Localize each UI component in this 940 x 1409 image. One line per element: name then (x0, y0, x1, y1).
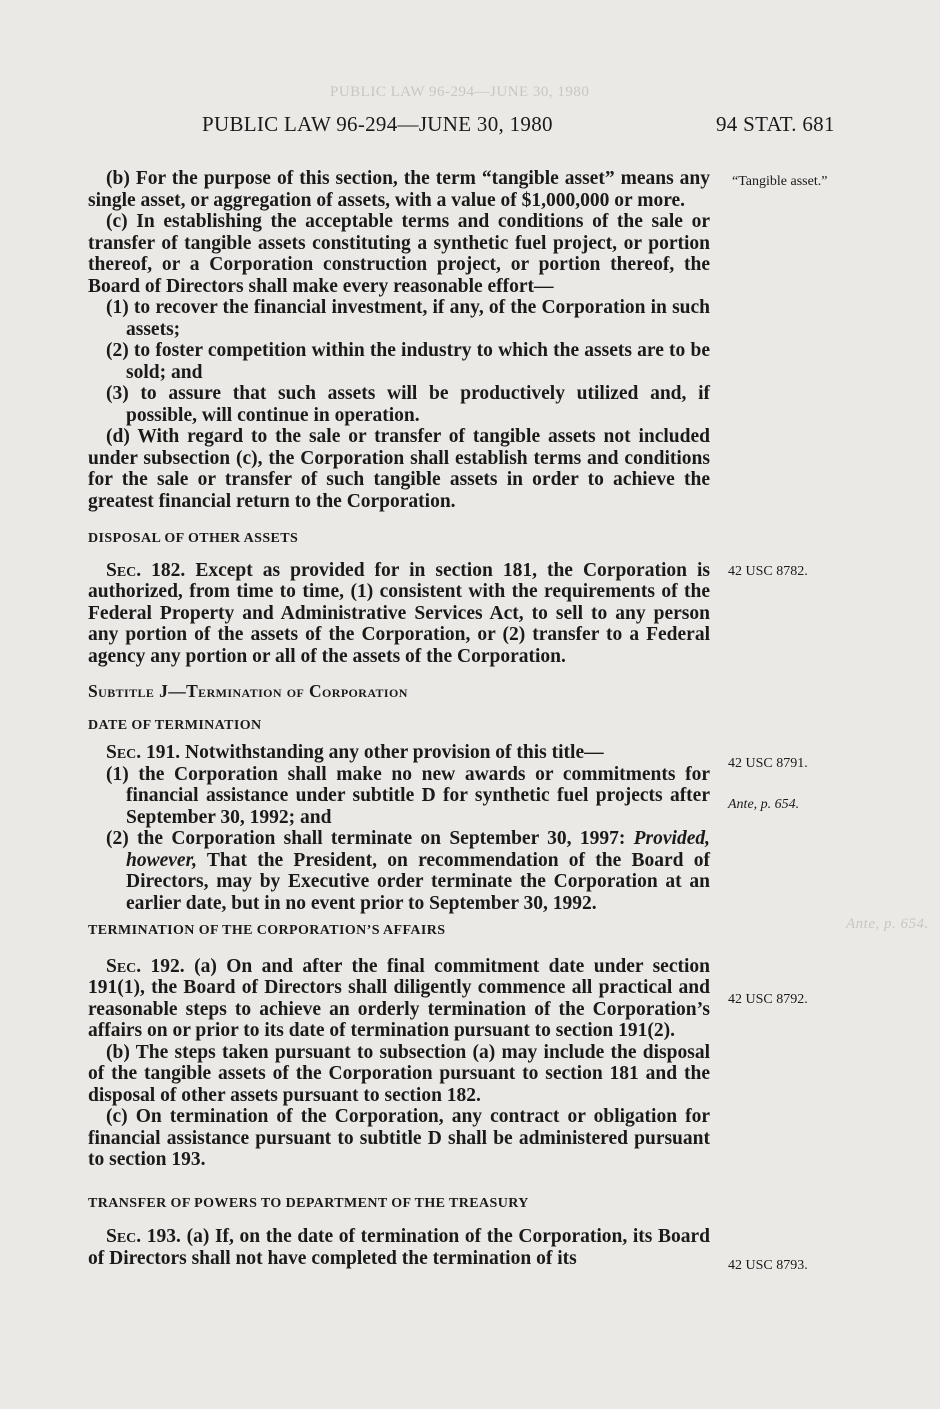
paragraph-192-c: (c) On termination of the Corporation, any contract or obligation for financial assistance pursuant to subtitle D shall be administered pursuant to section 193. (88, 1106, 710, 1170)
section-191 (88, 742, 710, 764)
paragraph-c-1: (1) to recover the financial investment, if any, of the Corporation in such assets; (106, 297, 710, 340)
text-column (88, 168, 710, 1269)
running-header: PUBLIC LAW 96-294—JUNE 30, 1980 (202, 112, 553, 136)
heading-date-of-termination: DATE OF TERMINATION (88, 717, 262, 733)
margin-note-tangible-asset: “Tangible asset.” (732, 174, 828, 189)
section-182-text: Except as provided for in section 181, the Corporation is authorized, from time to time, (1) consistent with the requirements of the Federal Property and Administrative Services Act, to sell to any person any portion of the assets of the Corporation, or (2) transfer to a Federal agency any portion or all of the assets of the Corporation. (88, 559, 710, 667)
heading-termination-of-affairs: TERMINATION OF THE CORPORATION’S AFFAIRS (88, 923, 446, 938)
margin-note-usc-8782: 42 USC 8782. (728, 564, 808, 579)
paragraph-191-2-text: (2) the Corporation shall terminate on September 30, 1997: (106, 828, 626, 849)
page-citation: 94 STAT. 681 (716, 112, 835, 136)
heading-disposal-of-other-assets: DISPOSAL OF OTHER ASSETS (88, 531, 299, 546)
proviso-italic: Provided, however, (126, 828, 710, 871)
section-191-label: Sec. 191. (106, 742, 181, 763)
subtitle-j-heading: Subtitle J—Termination of Corporation (88, 681, 408, 701)
section-192-label: Sec. 192. (106, 955, 185, 977)
heading-transfer-of-powers: TRANSFER OF POWERS TO DEPARTMENT OF THE TREASURY (88, 1195, 529, 1211)
section-191-text: Notwithstanding any other provision of this title— (185, 742, 604, 763)
paragraph-d: (d) With regard to the sale or transfer of tangible assets not included under subsection (c), the Corporation shall establish terms and conditions for the sale or transfer of such tangible assets in order to achieve the greatest financial return to the Corporation. (88, 426, 710, 512)
bleed-through-top: PUBLIC LAW 96-294—JUNE 30, 1980 (330, 84, 590, 100)
section-192 (88, 956, 710, 1042)
paragraph-191-1: (1) the Corporation shall make no new awards or commitments for financial assistance under subtitle D for synthetic fuel projects after September 30, 1992; and (106, 763, 710, 828)
section-193-text: (a) If, on the date of termination of the Corporation, its Board of Directors shall not have completed the termination of its (88, 1226, 711, 1269)
section-192-text: (a) On and after the final commitment date under section 191(1), the Board of Directors shall diligently commence all practical and reasonable steps to achieve an orderly termination of the Corporation’s affairs on or prior to its date of termination pursuant to section 191(2). (88, 955, 711, 1041)
paragraph-b: (b) For the purpose of this section, the term “tangible asset” means any single asset, or aggregation of assets, with a value of $1,000,000 or more. (88, 168, 710, 211)
paragraph-191-2 (88, 828, 710, 914)
paragraph-c-2: (2) to foster competition within the industry to which the assets are to be sold; and (106, 340, 710, 383)
section-193 (88, 1226, 710, 1269)
paragraph-c-3: (3) to assure that such assets will be productively utilized and, if possible, will continue in operation. (106, 383, 710, 426)
margin-note-ante: Ante, p. 654. (728, 797, 800, 812)
margin-note-usc-8792: 42 USC 8792. (728, 992, 808, 1007)
paragraph-c: (c) In establishing the acceptable terms and conditions of the sale or transfer of tangible assets constituting a synthetic fuel project, or portion thereof, or a Corporation construction project, or portion thereof, the Board of Directors shall make every reasonable effort— (88, 211, 710, 297)
section-193-label: Sec. 193. (106, 1226, 181, 1247)
margin-note-usc-8791: 42 USC 8791. (728, 756, 808, 771)
section-182-label: Sec. 182. (106, 559, 186, 581)
paragraph-191-2-proviso: That the President, on recommendation of the Board of Directors, may by Executive order terminate the Corporation at an earlier date, but in no event prior to September 30, 1992. (126, 849, 710, 914)
section-182 (88, 560, 710, 668)
margin-note-usc-8793: 42 USC 8793. (728, 1258, 808, 1273)
bleed-through-side: Ante, p. 654. (846, 916, 929, 932)
paragraph-192-b: (b) The steps taken pursuant to subsection (a) may include the disposal of the tangible assets of the Corporation pursuant to section 181 and the disposal of other assets pursuant to section 182. (88, 1041, 710, 1106)
